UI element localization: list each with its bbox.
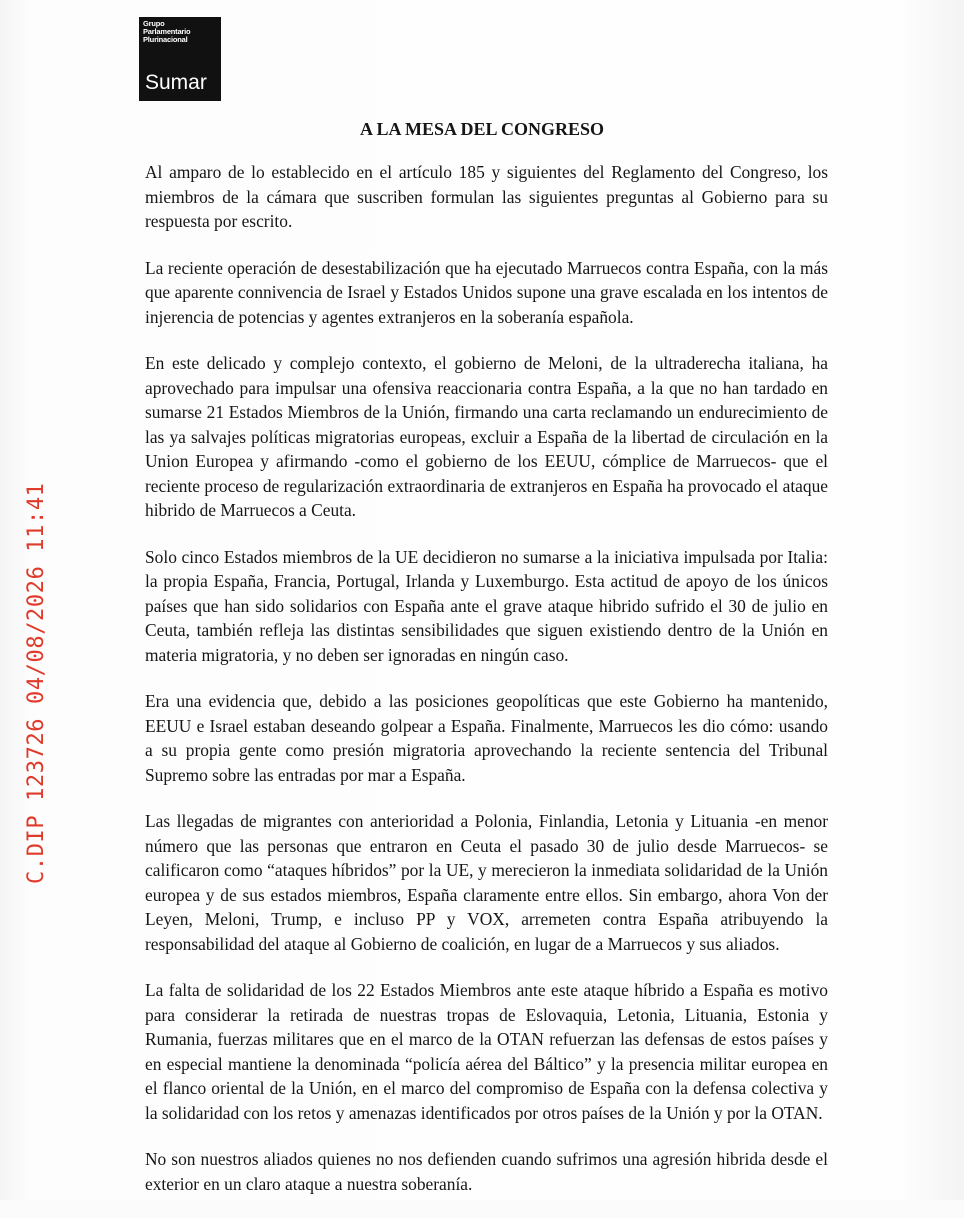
logo-group-line: Parlamentario (143, 27, 191, 36)
document-body (145, 160, 828, 1218)
page-title: A LA MESA DEL CONGRESO (359, 119, 605, 139)
sumar-logo (139, 17, 221, 101)
paragraph: La reciente operación de desestabilización que ha ejecutado Marruecos contra España, con la más que aparente connivencia de Israel y Estados Unidos supone una grave escalada en los intentos de injerencia de potencias y agentes extranjeros en la soberanía española. (145, 257, 828, 327)
paragraph: En este delicado y complejo contexto, el gobierno de Meloni, de la ultraderecha italiana, ha aprovechado para impulsar una ofensiva reaccionaria contra España, a la que no han tardado en sumarse 21 Estados Miembros de la Unión, firmando una carta reclamando un endurecimiento de las ya salvajes políticas migratorias europeas, excluir a España de la libertad de circulación en la Union Europea y afirmando -como el gobierno de los EEUU, cómplice de Marruecos- que el reciente proceso de regularización extraordinaria de extranjeros en España ha provocado el ataque hibrido de Marruecos a Ceuta. (145, 353, 828, 520)
logo-brand: Sumar (145, 71, 207, 94)
logo-group-name (143, 20, 190, 44)
logo-group-line: Plurinacional (143, 35, 188, 44)
logo-group-line: Grupo (143, 19, 165, 28)
paragraph: Al amparo de lo establecido en el artículo 185 y siguientes del Reglamento del Congreso, los miembros de la cámara que suscriben formulan las siguientes preguntas al Gobierno para su respuesta por escrito. (145, 162, 828, 231)
paragraph: Era una evidencia que, debido a las posiciones geopolíticas que este Gobierno ha mantenido, EEUU e Israel estaban deseando golpear a España. Finalmente, Marruecos les dio cómo: usando a su propia gente como presión migratoria aprovechando la reciente sentencia del Tribunal Supremo sobre las entradas por mar a España. (145, 691, 828, 785)
paragraph: Solo cinco Estados miembros de la UE decidieron no sumarse a la iniciativa impulsada por Italia: la propia España, Francia, Portugal, Irlanda y Luxemburgo. Esta actitud de apoyo de los únicos países que han sido solidarios con España ante el grave ataque hibrido sufrido el 30 de julio en Ceuta, también refleja las distintas sensibilidades que siguen existiendo dentro de la Unión en materia migratoria, y no deben ser ignoradas en ningún caso. (145, 546, 828, 665)
paragraph: Las llegadas de migrantes con anterioridad a Polonia, Finlandia, Letonia y Lituania -en menor número que las personas que entraron en Ceuta el pasado 30 de julio desde Marruecos- se calificaron como “ataques híbridos” por la UE, y merecieron la inmediata solidaridad de la Unión europea y de sus estados miembros, España claramente entre ellos. Sin embargo, ahora Von der Leyen, Meloni, Trump, e incluso PP y VOX, arremeten contra España atribuyendo la responsabilidad del ataque al Gobierno de coalición, en lugar de a Marruecos y sus aliados. (145, 811, 828, 954)
paragraph: No son nuestros aliados quienes no nos defienden cuando sufrimos una agresión hibrida desde el exterior en un claro ataque a nuestra soberanía. (145, 1149, 828, 1194)
registry-stamp: C.DIP 123726 04/08/2026 11:41 (24, 482, 49, 884)
paragraph: La falta de solidaridad de los 22 Estados Miembros ante este ataque híbrido a España es motivo para considerar la retirada de nuestras tropas de Eslovaquia, Letonia, Lituania, Estonia y Rumania, fuerzas militares que en el marco de la OTAN refuerzan las defensas de estos países y en especial mantiene la denominada “policía aérea del Báltico” y la presencia militar europea en el flanco oriental de la Unión, en el marco del compromiso de España con la defensa colectiva y la solidaridad con los retos y amenazas identificados por otros países de la Unión y por la OTAN. (145, 980, 828, 1123)
